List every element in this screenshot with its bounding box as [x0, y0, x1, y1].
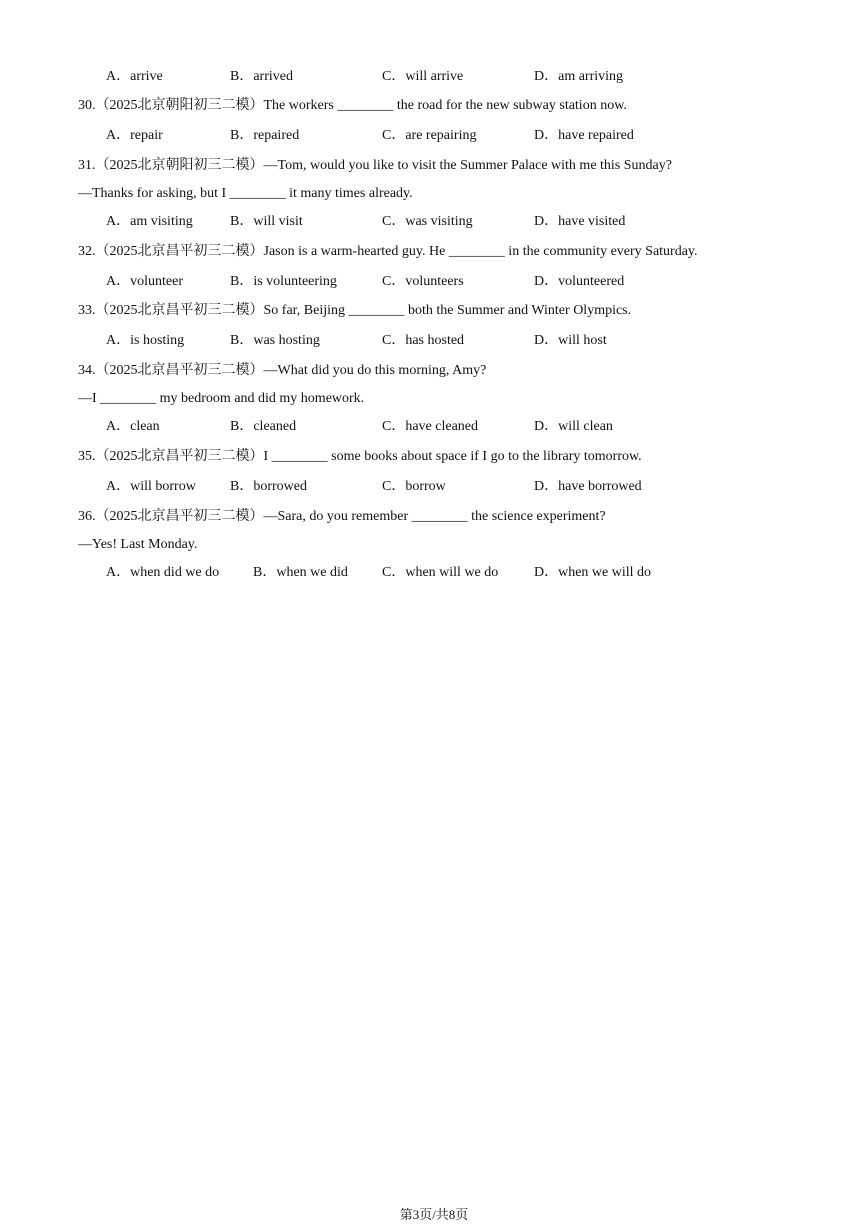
page-number: 第3页/共8页: [399, 1207, 469, 1222]
q29-options: [106, 68, 806, 86]
q33-option-a: A．is hosting: [106, 333, 185, 348]
q34-options: [106, 418, 806, 436]
q31-stem: 31.（2025北京朝阳初三二模）—Tom, would you like to visit the Summer Palace with me this Sunday?: [78, 158, 672, 173]
q30-option-d: D．have repaired: [534, 128, 634, 143]
q34-option-a: A．clean: [106, 419, 160, 434]
q32-option-c: C．volunteers: [382, 274, 464, 289]
q35-stem: 35.（2025北京昌平初三二模）I ________ some books about space if I go to the library tomorrow.: [78, 449, 642, 464]
q34-stem: 34.（2025北京昌平初三二模）—What did you do this morning, Amy?: [78, 363, 487, 378]
q29-option-d: D．am arriving: [534, 69, 624, 84]
q30-option-b: B．repaired: [230, 128, 300, 143]
q30-stem: 30.（2025北京朝阳初三二模）The workers ________ the road for the new subway station now.: [78, 98, 627, 113]
q31-options: [106, 213, 806, 231]
q30-option-c: C．are repairing: [382, 128, 477, 143]
q30-option-a: A．repair: [106, 128, 163, 143]
q36-stem-reply: —Yes! Last Monday.: [78, 537, 198, 552]
q36-option-c: C．when will we do: [382, 565, 499, 580]
q33-options: [106, 332, 806, 350]
q33-option-b: B．was hosting: [230, 333, 320, 348]
q34-option-b: B．cleaned: [230, 419, 297, 434]
q34-stem-reply: —I ________ my bedroom and did my homework.: [78, 391, 365, 406]
q32-option-b: B．is volunteering: [230, 274, 337, 289]
q31-option-d: D．have visited: [534, 214, 626, 229]
q35-option-c: C．borrow: [382, 479, 446, 494]
q31-option-a: A．am visiting: [106, 214, 193, 229]
q35-option-a: A．will borrow: [106, 479, 196, 494]
q35-option-d: D．have borrowed: [534, 479, 642, 494]
q36-option-b: B．when we did: [253, 565, 348, 580]
q36-options: [106, 564, 806, 582]
q33-option-d: D．will host: [534, 333, 607, 348]
q31-option-c: C．was visiting: [382, 214, 473, 229]
q31-option-b: B．will visit: [230, 214, 303, 229]
q29-option-b: B．arrived: [230, 69, 293, 84]
q32-options: [106, 273, 806, 291]
q33-option-c: C．has hosted: [382, 333, 465, 348]
q30-options: [106, 127, 806, 145]
q32-stem: 32.（2025北京昌平初三二模）Jason is a warm-hearted guy. He ________ in the community every Saturday.: [78, 244, 698, 259]
q35-option-b: B．borrowed: [230, 479, 307, 494]
q29-option-a: A．arrive: [106, 69, 163, 84]
q29-option-c: C．will arrive: [382, 69, 464, 84]
q34-option-d: D．will clean: [534, 419, 613, 434]
q36-option-d: D．when we will do: [534, 565, 652, 580]
q32-option-d: D．volunteered: [534, 274, 625, 289]
q36-stem: 36.（2025北京昌平初三二模）—Sara, do you remember ________ the science experiment?: [78, 509, 606, 524]
q35-options: [106, 478, 806, 496]
q31-stem-reply: —Thanks for asking, but I ________ it many times already.: [78, 186, 413, 201]
q32-option-a: A．volunteer: [106, 274, 183, 289]
q36-option-a: A．when did we do: [106, 565, 220, 580]
q33-stem: 33.（2025北京昌平初三二模）So far, Beijing ________ both the Summer and Winter Olympics.: [78, 303, 632, 318]
q34-option-c: C．have cleaned: [382, 419, 479, 434]
